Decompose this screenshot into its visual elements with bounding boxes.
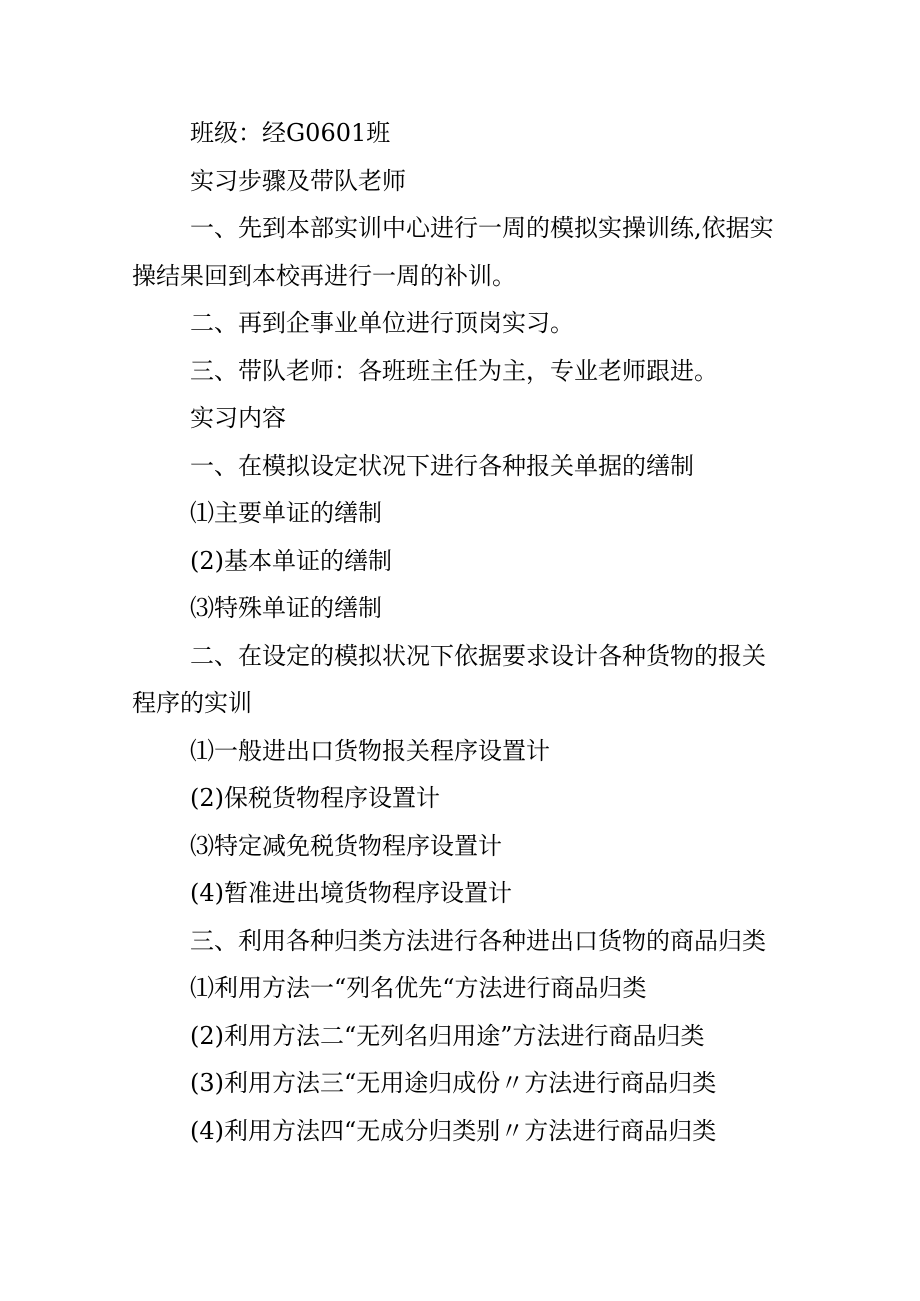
content-item-1: 一、在模拟设定状况下进行各种报关单据的缮制: [190, 451, 694, 480]
content-subitem: (2)基本单证的缮制: [190, 546, 392, 575]
step-3-paragraph: 三、带队老师：各班班主任为主，专业老师跟进。: [190, 356, 718, 385]
content-subitem: ⑴利用方法一“列名优先“方法进行商品归类: [190, 974, 647, 1002]
section-heading-content: 实习内容: [190, 404, 286, 432]
content-subitem: (2)利用方法二“无列名归用途”方法进行商品归类: [190, 1021, 705, 1050]
content-item-3: 三、利用各种归类方法进行各种进出口货物的商品归类: [190, 926, 766, 955]
step-2-paragraph: 二、再到企事业单位进行顶岗实习。: [190, 309, 574, 337]
content-subitem: (3)利用方法三“无用途归成份〃方法进行商品归类: [190, 1069, 717, 1097]
content-subitem: ⑶特定减免税货物程序设置计: [190, 831, 502, 860]
content-subitem: (4)利用方法四“无成分归类别〃方法进行商品归类: [190, 1116, 717, 1145]
content-subitem: (2)保税货物程序设置计: [190, 784, 440, 812]
content-subitem: (4)暂准进出境货物程序设置计: [190, 879, 512, 907]
content-subitem: ⑶特殊单证的缮制: [190, 594, 382, 622]
class-line: 班级：经G0601班: [190, 119, 391, 147]
step-1-paragraph: 一、先到本部实训中心进行一周的模拟实操训练,依据实操结果回到本校再进行一周的补训。: [132, 214, 774, 290]
content-subitem: ⑴一般进出口货物报关程序设置计: [190, 736, 550, 765]
content-item-2: 二、在设定的模拟状况下依据要求设计各种货物的报关程序的实训: [132, 641, 766, 717]
section-heading-steps: 实习步骤及带队老师: [190, 166, 406, 195]
document-body: [132, 110, 792, 1155]
content-subitem: ⑴主要单证的缮制: [190, 499, 382, 527]
